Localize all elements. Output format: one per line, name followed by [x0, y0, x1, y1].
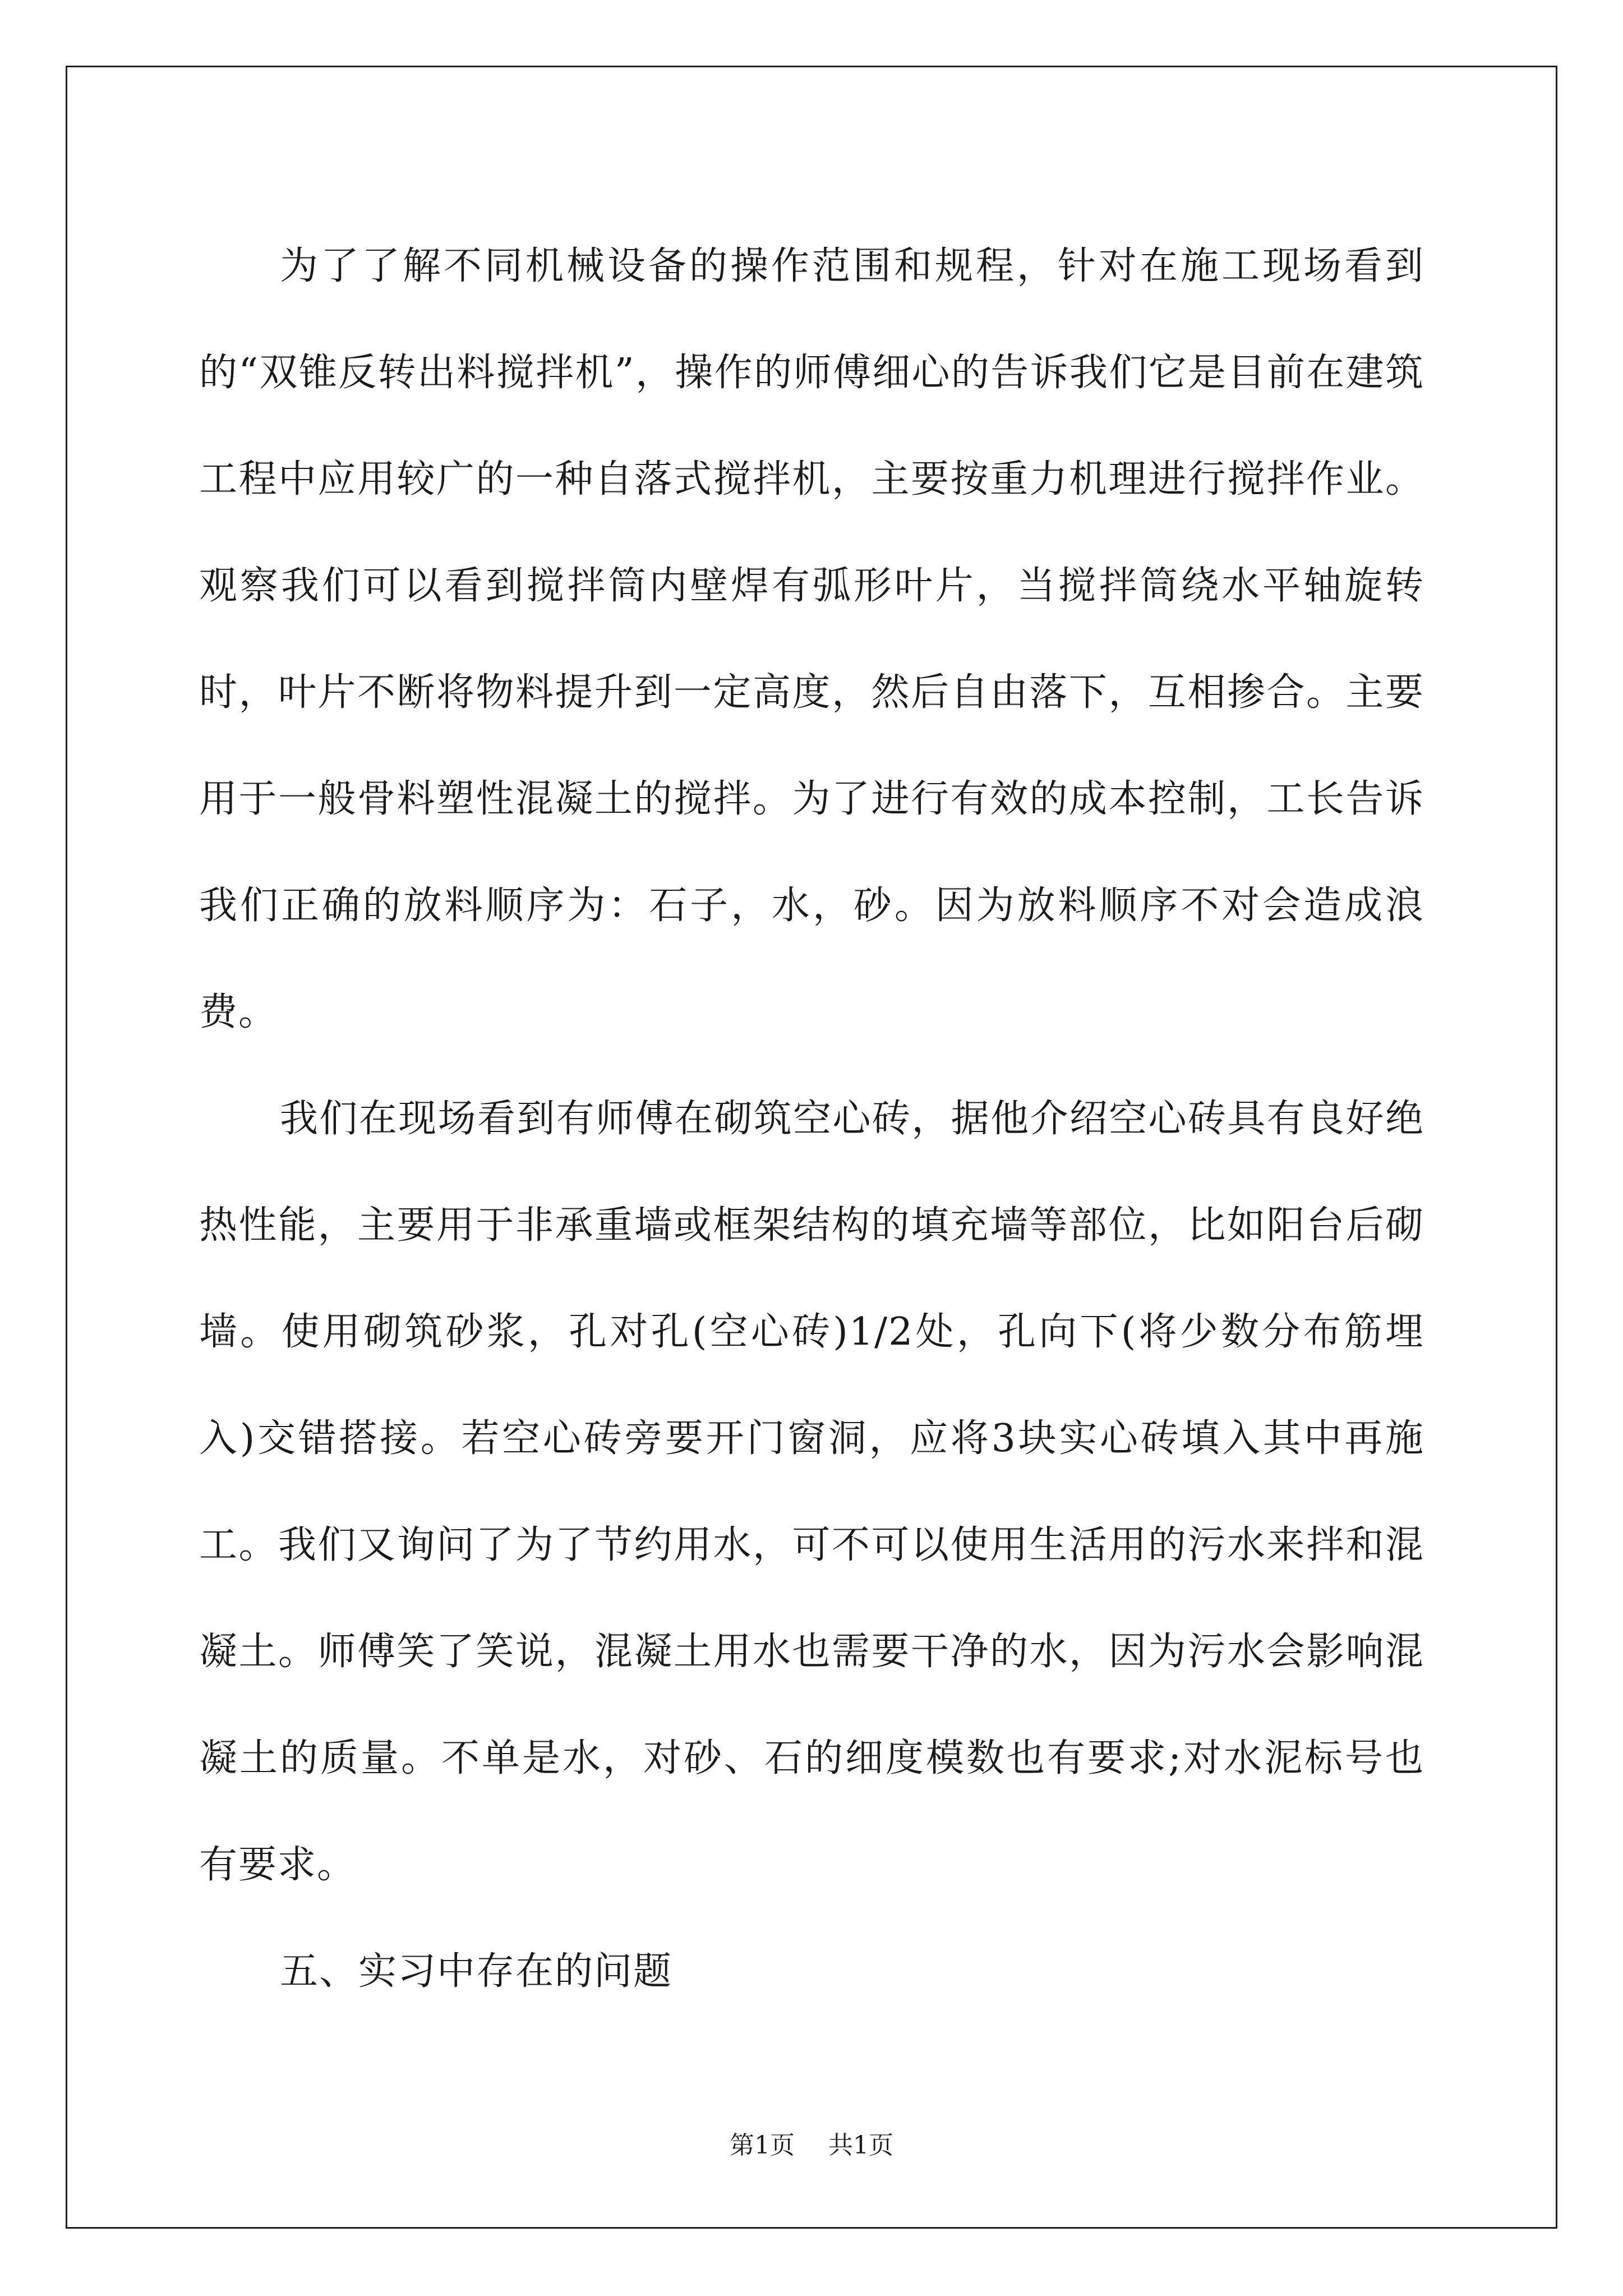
page-footer: [0, 2125, 1623, 2161]
document-body: [199, 213, 1424, 2025]
page-total: 共1页: [828, 2131, 893, 2160]
paragraph-mixer: 为了了解不同机械设备的操作范围和规程，针对在施工现场看到的“双锥反转出料搅拌机”，操作的师傅细心的告诉我们它是目前在建筑工程中应用较广的一种自落式搅拌机，主要按重力机理进行搅拌作业。观察我们可以看到搅拌筒内壁焊有弧形叶片，当搅拌筒绕水平轴旋转时，叶片不断将物料提升到一定高度，然后自由落下，互相掺合。主要用于一般骨料塑性混凝土的搅拌。为了进行有效的成本控制，工长告诉我们正确的放料顺序为：石子，水，砂。因为放料顺序不对会造成浪费。: [199, 244, 1424, 1034]
paragraph-hollow-brick: 我们在现场看到有师傅在砌筑空心砖，据他介绍空心砖具有良好绝热性能，主要用于非承重墙或框架结构的填充墙等部位，比如阳台后砌墙。使用砌筑砂浆，孔对孔(空心砖)1/2处，孔向下(将少数分布筋埋入)交错搭接。若空心砖旁要开门窗洞，应将3块实心砖填入其中再施工。我们又询问了为了节约用水，可不可以使用生活用的污水来拌和混凝土。师傅笑了笑说，混凝土用水也需要干净的水，因为污水会影响混凝土的质量。不单是水，对砂、石的细度模数也有要求;对水泥标号也有要求。: [199, 1097, 1424, 1887]
section-heading: 五、实习中存在的问题: [280, 1949, 673, 1994]
page-number: 第1页: [730, 2131, 795, 2160]
